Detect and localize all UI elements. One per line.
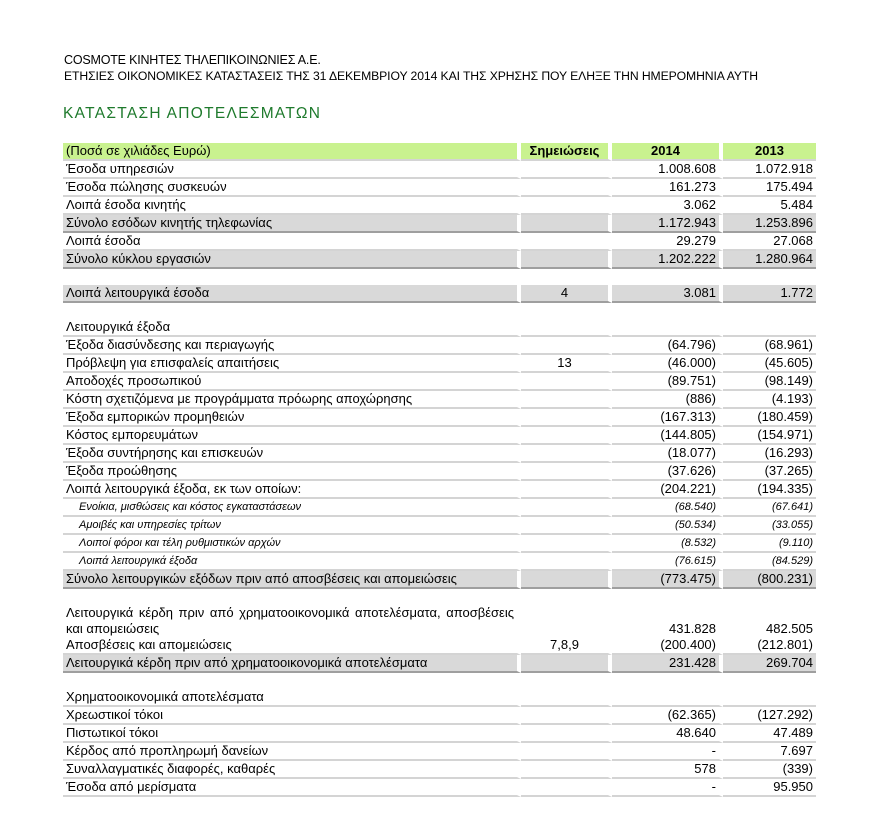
spacer-cell bbox=[63, 269, 521, 285]
table-row bbox=[63, 179, 816, 197]
table-row bbox=[63, 743, 816, 761]
row-label: Σύνολο εσόδων κινητής τηλεφωνίας bbox=[63, 215, 521, 233]
table-row bbox=[63, 725, 816, 743]
spacer-cell bbox=[63, 673, 521, 689]
spacer-row bbox=[63, 303, 816, 319]
statement-subtitle: ΕΤΗΣΙΕΣ ΟΙΚΟΝΟΜΙΚΕΣ ΚΑΤΑΣΤΑΣΕΙΣ ΤΗΣ 31 ΔΕΚΕΜΒΡΙΟΥ 2014 ΚΑΙ ΤΗΣ ΧΡΗΣΗΣ ΠΟΥ ΕΛΗΞΕ ΤΗΝ ΗΜΕΡΟΜΗΝΙΑ ΑΥΤΗ bbox=[64, 69, 758, 83]
row-label: Λειτουργικά έξοδα bbox=[63, 319, 521, 337]
spacer-cell bbox=[521, 303, 612, 319]
row-note bbox=[521, 517, 612, 535]
row-label: Πρόβλεψη για επισφαλείς απαιτήσεις bbox=[63, 355, 521, 373]
row-value-2014: (37.626) bbox=[612, 463, 723, 481]
row-note bbox=[521, 535, 612, 553]
row-value-2013: 5.484 bbox=[723, 197, 816, 215]
row-value-2014: (8.532) bbox=[612, 535, 723, 553]
row-value-2014: 1.008.608 bbox=[612, 161, 723, 179]
row-value-2014: 29.279 bbox=[612, 233, 723, 251]
row-value-2013: 1.253.896 bbox=[723, 215, 816, 233]
row-value-2013: 27.068 bbox=[723, 233, 816, 251]
row-label: Λοιποί φόροι και τέλη ρυθμιστικών αρχών bbox=[63, 535, 521, 553]
row-value-2013: (98.149) bbox=[723, 373, 816, 391]
row-value-2014: (886) bbox=[612, 391, 723, 409]
table-row bbox=[63, 499, 816, 517]
row-note: 4 bbox=[521, 285, 612, 303]
row-value-2014: - bbox=[612, 779, 723, 797]
row-note bbox=[521, 779, 612, 797]
table-row bbox=[63, 409, 816, 427]
header-notes: Σημειώσεις bbox=[521, 143, 612, 161]
row-label: Χρηματοοικονομικά αποτελέσματα bbox=[63, 689, 521, 707]
row-value-2013: (45.605) bbox=[723, 355, 816, 373]
subtotal-row bbox=[63, 251, 816, 269]
row-value-2014: 431.828 bbox=[612, 605, 723, 637]
row-note bbox=[521, 251, 612, 269]
table-row bbox=[63, 535, 816, 553]
row-note bbox=[521, 689, 612, 707]
row-label: Χρεωστικοί τόκοι bbox=[63, 707, 521, 725]
row-value-2014: 161.273 bbox=[612, 179, 723, 197]
row-value-2013: 482.505 bbox=[766, 621, 813, 636]
company-name: COSMOTE ΚΙΝΗΤΕΣ ΤΗΛΕΠΙΚΟΙΝΩΝΙΕΣ Α.Ε. bbox=[64, 53, 321, 67]
row-note bbox=[521, 743, 612, 761]
row-value-2014: 48.640 bbox=[612, 725, 723, 743]
spacer-cell bbox=[612, 303, 723, 319]
row-value-2013: (37.265) bbox=[723, 463, 816, 481]
row-label: Σύνολο κύκλου εργασιών bbox=[63, 251, 521, 269]
row-note bbox=[521, 463, 612, 481]
row-value-2013: 1.280.964 bbox=[723, 251, 816, 269]
row-value-2013: (212.801) bbox=[723, 637, 816, 655]
row-value-2013: (9.110) bbox=[723, 535, 816, 553]
row-note bbox=[521, 553, 612, 571]
row-value-2014: 1.172.943 bbox=[612, 215, 723, 233]
row-value-2013: 1.772 bbox=[723, 285, 816, 303]
row-note bbox=[521, 197, 612, 215]
row-note bbox=[521, 707, 612, 725]
subtotal-row bbox=[63, 655, 816, 673]
row-value-2013: (68.961) bbox=[723, 337, 816, 355]
spacer-cell bbox=[521, 589, 612, 605]
row-value-2013: (194.335) bbox=[723, 481, 816, 499]
row-value-2014: 3.062 bbox=[612, 197, 723, 215]
section-heading-row bbox=[63, 319, 816, 337]
spacer-cell bbox=[612, 673, 723, 689]
row-value-2013: (33.055) bbox=[723, 517, 816, 535]
table-row bbox=[63, 391, 816, 409]
table-row bbox=[63, 553, 816, 571]
row-value-2014: 3.081 bbox=[612, 285, 723, 303]
table-row bbox=[63, 373, 816, 391]
row-value-2014: (144.805) bbox=[612, 427, 723, 445]
spacer-cell bbox=[612, 589, 723, 605]
row-value-2013: 269.704 bbox=[723, 655, 816, 673]
row-label: Λοιπά λειτουργικά έσοδα bbox=[63, 285, 521, 303]
row-value-2014 bbox=[612, 319, 723, 337]
row-value-2014: (18.077) bbox=[612, 445, 723, 463]
row-value-2014: (50.534) bbox=[612, 517, 723, 535]
row-note bbox=[521, 655, 612, 673]
table-row bbox=[63, 761, 816, 779]
row-label: Έξοδα προώθησης bbox=[63, 463, 521, 481]
row-note bbox=[521, 761, 612, 779]
income-statement-table bbox=[63, 143, 816, 797]
row-label: Αμοιβές και υπηρεσίες τρίτων bbox=[63, 517, 521, 535]
row-value-2013 bbox=[723, 319, 816, 337]
row-note bbox=[521, 319, 612, 337]
row-label: Έξοδα συντήρησης και επισκευών bbox=[63, 445, 521, 463]
table-row bbox=[63, 605, 816, 637]
row-label: Κέρδος από προπληρωμή δανείων bbox=[63, 743, 521, 761]
header-year-2013: 2013 bbox=[723, 143, 816, 161]
row-value-2014: (76.615) bbox=[612, 553, 723, 571]
row-label: Έσοδα υπηρεσιών bbox=[63, 161, 521, 179]
row-value-2014: (62.365) bbox=[612, 707, 723, 725]
row-note bbox=[521, 499, 612, 517]
row-value-2014 bbox=[612, 689, 723, 707]
spacer-cell bbox=[63, 303, 521, 319]
subtotal-row bbox=[63, 571, 816, 589]
row-note bbox=[521, 215, 612, 233]
row-note bbox=[521, 725, 612, 743]
row-value-2014: (204.221) bbox=[612, 481, 723, 499]
row-value-2013: (67.641) bbox=[723, 499, 816, 517]
row-label: Αποσβέσεις και απομειώσεις bbox=[63, 637, 521, 655]
spacer-row bbox=[63, 589, 816, 605]
table-row bbox=[63, 233, 816, 251]
table-row bbox=[63, 427, 816, 445]
row-label: Πιστωτικοί τόκοι bbox=[63, 725, 521, 743]
table-header-row bbox=[63, 143, 816, 161]
table-row bbox=[63, 517, 816, 535]
row-note: 13 bbox=[521, 355, 612, 373]
row-value-2014: (64.796) bbox=[612, 337, 723, 355]
row-label: Έξοδα διασύνδεσης και περιαγωγής bbox=[63, 337, 521, 355]
row-value-2014: (89.751) bbox=[612, 373, 723, 391]
row-value-2013: (154.971) bbox=[723, 427, 816, 445]
row-value-2013: (127.292) bbox=[723, 707, 816, 725]
row-value-2013: (4.193) bbox=[723, 391, 816, 409]
row-label: Λοιπά λειτουργικά έξοδα, εκ των οποίων: bbox=[63, 481, 521, 499]
row-value-2013: 47.489 bbox=[723, 725, 816, 743]
row-value-2014: (68.540) bbox=[612, 499, 723, 517]
row-value-2014: 231.428 bbox=[612, 655, 723, 673]
row-note bbox=[521, 445, 612, 463]
row-label: Λοιπά έσοδα bbox=[63, 233, 521, 251]
row-note bbox=[521, 179, 612, 197]
row-value-2014: 578 bbox=[612, 761, 723, 779]
row-label: Σύνολο λειτουργικών εξόδων πριν από αποσβέσεις και απομειώσεις bbox=[63, 571, 521, 589]
subtotal-row bbox=[63, 285, 816, 303]
spacer-cell bbox=[723, 589, 816, 605]
row-value-2014: (167.313) bbox=[612, 409, 723, 427]
table-row bbox=[63, 337, 816, 355]
header-amounts-unit: (Ποσά σε χιλιάδες Ευρώ) bbox=[63, 143, 521, 161]
statement-title: ΚΑΤΑΣΤΑΣΗ ΑΠΟΤΕΛΕΣΜΑΤΩΝ bbox=[63, 105, 322, 122]
spacer-cell bbox=[723, 303, 816, 319]
row-note bbox=[521, 373, 612, 391]
row-note bbox=[521, 481, 612, 499]
row-label: Έσοδα από μερίσματα bbox=[63, 779, 521, 797]
table-row bbox=[63, 445, 816, 463]
row-value-2013: (180.459) bbox=[723, 409, 816, 427]
row-value-2014: (773.475) bbox=[612, 571, 723, 589]
row-note bbox=[521, 161, 612, 179]
row-label: Λειτουργικά κέρδη πριν από χρηματοοικονομικά αποτελέσματα bbox=[63, 655, 521, 673]
row-value-2014: - bbox=[612, 743, 723, 761]
row-note bbox=[521, 391, 612, 409]
row-value-2013: (84.529) bbox=[723, 553, 816, 571]
row-note bbox=[521, 571, 612, 589]
row-value-2013: 1.072.918 bbox=[723, 161, 816, 179]
row-note bbox=[521, 427, 612, 445]
table-row bbox=[63, 355, 816, 373]
spacer-row bbox=[63, 673, 816, 689]
row-value-2013: 95.950 bbox=[723, 779, 816, 797]
table-row bbox=[63, 481, 816, 499]
row-label: Ενοίκια, μισθώσεις και κόστος εγκαταστάσεων bbox=[63, 499, 521, 517]
row-value-2014: (200.400) bbox=[612, 637, 723, 655]
row-value-2013: 7.697 bbox=[723, 743, 816, 761]
section-heading-row bbox=[63, 689, 816, 707]
row-value-2013: 175.494 bbox=[723, 179, 816, 197]
row-note bbox=[521, 605, 612, 637]
row-label: Κόστη σχετιζόμενα με προγράμματα πρόωρης αποχώρησης bbox=[63, 391, 521, 409]
subtotal-row bbox=[63, 215, 816, 233]
spacer-cell bbox=[521, 269, 612, 285]
row-label: Συναλλαγματικές διαφορές, καθαρές bbox=[63, 761, 521, 779]
row-label: Λοιπά λειτουργικά έξοδα bbox=[63, 553, 521, 571]
spacer-row bbox=[63, 269, 816, 285]
row-note bbox=[521, 409, 612, 427]
row-value-2013 bbox=[723, 689, 816, 707]
row-label: Έσοδα πώλησης συσκευών bbox=[63, 179, 521, 197]
row-label: Κόστος εμπορευμάτων bbox=[63, 427, 521, 445]
row-value-2014: 1.202.222 bbox=[612, 251, 723, 269]
spacer-cell bbox=[723, 269, 816, 285]
row-value-2013: (16.293) bbox=[723, 445, 816, 463]
row-label: Λειτουργικά κέρδη πριν από χρηματοοικονομικά αποτελέσματα, αποσβέσεις και απομειώσεις bbox=[63, 605, 521, 637]
row-label: Λοιπά έσοδα κινητής bbox=[63, 197, 521, 215]
table-row bbox=[63, 161, 816, 179]
row-note bbox=[521, 337, 612, 355]
row-value-2013: (800.231) bbox=[723, 571, 816, 589]
header-year-2014: 2014 bbox=[612, 143, 723, 161]
table-row bbox=[63, 779, 816, 797]
row-note: 7,8,9 bbox=[521, 637, 612, 655]
spacer-cell bbox=[723, 673, 816, 689]
row-note bbox=[521, 233, 612, 251]
table-row bbox=[63, 637, 816, 655]
row-label: Αποδοχές προσωπικού bbox=[63, 373, 521, 391]
table-row bbox=[63, 463, 816, 481]
row-value-2013: (339) bbox=[723, 761, 816, 779]
spacer-cell bbox=[612, 269, 723, 285]
spacer-cell bbox=[63, 589, 521, 605]
row-label: Έξοδα εμπορικών προμηθειών bbox=[63, 409, 521, 427]
row-value-2014: (46.000) bbox=[612, 355, 723, 373]
table-row bbox=[63, 197, 816, 215]
spacer-cell bbox=[521, 673, 612, 689]
table-row bbox=[63, 707, 816, 725]
